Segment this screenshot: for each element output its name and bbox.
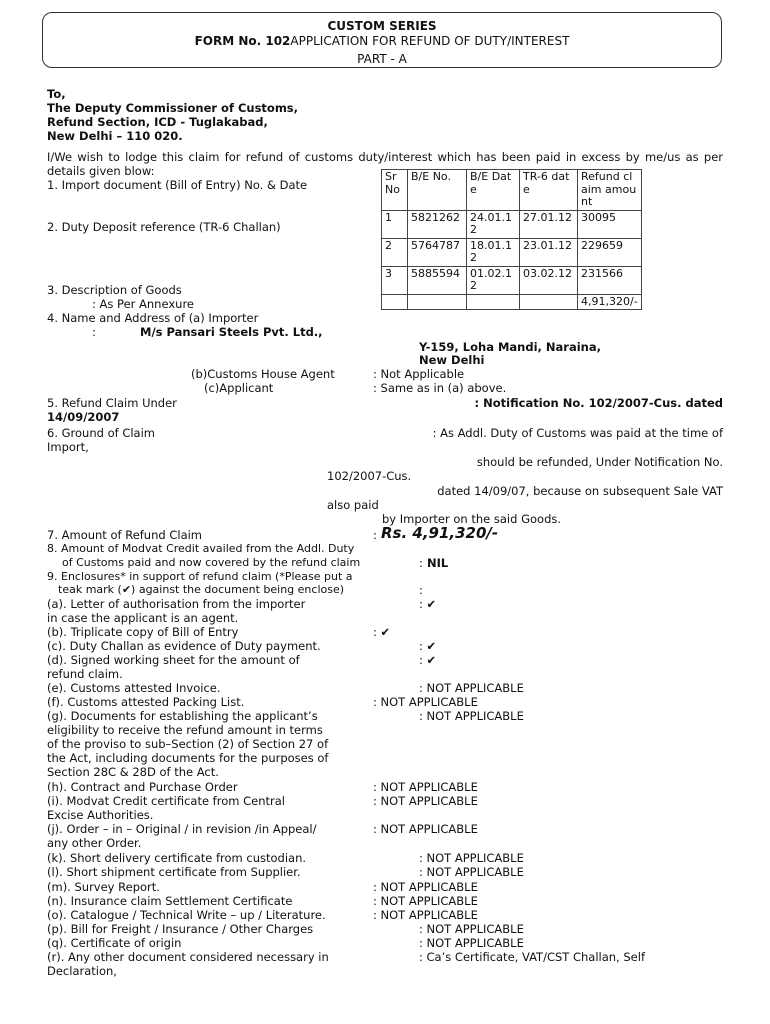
cell-be-no: 5764787 — [408, 238, 467, 266]
col-header-refund-amount: Refund claim amount — [578, 170, 642, 211]
cell-tr6-date: 27.01.12 — [520, 210, 578, 238]
item-4-label: 4. Name and Address of (a) Importer — [47, 311, 259, 325]
item-4c-label: (c)Applicant — [204, 381, 274, 395]
enclosure-i-value: : NOT APPLICABLE — [373, 794, 478, 808]
item-8-colon: : — [419, 556, 423, 570]
item-3-value: : As Per Annexure — [92, 297, 194, 311]
series-title: CUSTOM SERIES — [327, 19, 437, 33]
enclosure-j-line2: any other Order. — [47, 836, 142, 850]
enclosure-h: (h). Contract and Purchase Order — [47, 780, 238, 794]
table-row — [382, 266, 642, 294]
enclosure-j-value: : NOT APPLICABLE — [373, 822, 478, 836]
item-6-value-line1: : As Addl. Duty of Customs was paid at the time of — [432, 426, 723, 440]
item-9-line1: 9. Enclosures* in support of refund claim (*Please put a — [47, 570, 353, 583]
item-8-line2: of Customs paid and now covered by the refund claim — [62, 556, 361, 569]
table-row — [382, 210, 642, 238]
item-1-label: 1. Import document (Bill of Entry) No. & Date — [47, 178, 308, 192]
enclosure-f: (f). Customs attested Packing List. — [47, 695, 245, 709]
to-label: To, — [47, 87, 66, 101]
item-6-value-line2: should be refunded, Under Notification No. — [476, 455, 723, 469]
enclosure-k: (k). Short delivery certificate from custodian. — [47, 851, 307, 865]
refund-claim-amount: Rs. 4,91,320/- — [381, 524, 499, 542]
enclosure-a-check: : ✔ — [419, 597, 437, 611]
item-7-label: 7. Amount of Refund Claim — [47, 528, 203, 542]
cell-empty — [408, 294, 467, 310]
cell-be-no: 5885594 — [408, 266, 467, 294]
cell-amount: 231566 — [578, 266, 642, 294]
enclosure-b: (b). Triplicate copy of Bill of Entry — [47, 625, 239, 639]
item-9-line2: teak mark (✔) against the document being enclose) — [58, 583, 345, 596]
cell-total-amount: 4,91,320/- — [578, 294, 642, 310]
enclosure-e-value: : NOT APPLICABLE — [419, 681, 524, 695]
enclosure-i-line1: (i). Modvat Credit certificate from Central — [47, 794, 285, 808]
form-header — [42, 12, 722, 68]
cell-be-no: 5821262 — [408, 210, 467, 238]
importer-address-line1: Y-159, Loha Mandi, Naraina, — [419, 340, 601, 354]
cell-tr6-date: 03.02.12 — [520, 266, 578, 294]
enclosure-g-line3: of the proviso to sub–Section (2) of Section 27 of — [47, 737, 329, 751]
item-5-value: : Notification No. 102/2007-Cus. dated — [474, 396, 723, 410]
col-header-be-date: B/E Date — [467, 170, 520, 211]
col-header-be-no: B/E No. — [408, 170, 467, 211]
item-6-value-line4: dated 14/09/07, because on subsequent Sale VAT — [437, 484, 723, 498]
enclosure-n: (n). Insurance claim Settlement Certificate — [47, 894, 293, 908]
cell-be-date: 24.01.12 — [467, 210, 520, 238]
item-2-label: 2. Duty Deposit reference (TR-6 Challan) — [47, 220, 281, 234]
table-header-row — [382, 170, 642, 211]
enclosure-f-value: : NOT APPLICABLE — [373, 695, 478, 709]
intro-paragraph: I/We wish to lodge this claim for refund of customs duty/interest which has been paid in excess by me/us as per details given blow: — [47, 150, 723, 178]
enclosure-l: (l). Short shipment certificate from Supplier. — [47, 865, 301, 879]
enclosure-g-line2: eligibility to receive the refund amount in terms — [47, 723, 323, 737]
enclosure-m: (m). Survey Report. — [47, 880, 160, 894]
enclosure-g-line4: the Act, including documents for the purposes of — [47, 751, 329, 765]
table-row — [382, 238, 642, 266]
importer-address-line2: New Delhi — [419, 353, 485, 367]
cell-sr: 2 — [382, 238, 408, 266]
item-7-colon: : — [373, 528, 377, 542]
cell-empty — [520, 294, 578, 310]
item-5-value-cont: 14/09/2007 — [47, 410, 120, 424]
importer-name: M/s Pansari Steels Pvt. Ltd., — [140, 325, 323, 339]
enclosure-o-value: : NOT APPLICABLE — [373, 908, 478, 922]
enclosure-r-line2: Declaration, — [47, 964, 117, 978]
enclosure-o: (o). Catalogue / Technical Write – up / Literature. — [47, 908, 326, 922]
cell-sr: 1 — [382, 210, 408, 238]
item-5-label: 5. Refund Claim Under — [47, 396, 177, 410]
enclosure-q-value: : NOT APPLICABLE — [419, 936, 524, 950]
enclosure-q: (q). Certificate of origin — [47, 936, 182, 950]
enclosure-r-line1: (r). Any other document considered necessary in — [47, 950, 329, 964]
enclosure-c-check: : ✔ — [419, 639, 437, 653]
form-number: FORM No. 102 — [194, 34, 291, 48]
item-9-colon: : — [419, 583, 423, 597]
enclosure-p-value: : NOT APPLICABLE — [419, 922, 524, 936]
item-8-line1: 8. Amount of Modvat Credit availed from the Addl. Duty — [47, 542, 355, 555]
cell-empty — [382, 294, 408, 310]
enclosure-j-line1: (j). Order – in – Original / in revision /in Appeal/ — [47, 822, 317, 836]
addressee-line3: New Delhi – 110 020. — [47, 129, 183, 143]
item-4b-label: (b)Customs House Agent — [191, 367, 335, 381]
enclosure-m-value: : NOT APPLICABLE — [373, 880, 478, 894]
enclosure-c: (c). Duty Challan as evidence of Duty payment. — [47, 639, 321, 653]
cell-sr: 3 — [382, 266, 408, 294]
col-header-tr6-date: TR-6 date — [520, 170, 578, 211]
enclosure-g-line5: Section 28C & 28D of the Act. — [47, 765, 219, 779]
addressee-line2: Refund Section, ICD - Tuglakabad, — [47, 115, 268, 129]
item-6-value-line5: also paid — [327, 498, 379, 512]
enclosure-e: (e). Customs attested Invoice. — [47, 681, 221, 695]
item-4c-value: : Same as in (a) above. — [373, 381, 507, 395]
enclosure-g-value: : NOT APPLICABLE — [419, 709, 524, 723]
cell-empty — [467, 294, 520, 310]
item-8-value: NIL — [427, 556, 449, 570]
item-6-value-line3: 102/2007-Cus. — [327, 469, 412, 483]
item-6-label: 6. Ground of Claim — [47, 426, 155, 440]
cell-amount: 229659 — [578, 238, 642, 266]
enclosure-b-check: : ✔ — [373, 625, 391, 639]
enclosure-d-line2: refund claim. — [47, 667, 123, 681]
item-4-colon: : — [92, 325, 96, 339]
enclosure-l-value: : NOT APPLICABLE — [419, 865, 524, 879]
item-6-label-cont: Import, — [47, 440, 89, 454]
refund-claims-table — [381, 169, 642, 310]
enclosure-n-value: : NOT APPLICABLE — [373, 894, 478, 908]
item-6-value-line6: by Importer on the said Goods. — [382, 512, 562, 526]
addressee-line1: The Deputy Commissioner of Customs, — [47, 101, 299, 115]
cell-amount: 30095 — [578, 210, 642, 238]
cell-be-date: 01.02.12 — [467, 266, 520, 294]
table-total-row — [382, 294, 642, 310]
item-4b-value: : Not Applicable — [373, 367, 465, 381]
enclosure-g-line1: (g). Documents for establishing the applicant’s — [47, 709, 318, 723]
col-header-sr: Sr No — [382, 170, 408, 211]
enclosure-k-value: : NOT APPLICABLE — [419, 851, 524, 865]
enclosure-d-line1: (d). Signed working sheet for the amount of — [47, 653, 300, 667]
form-title: APPLICATION FOR REFUND OF DUTY/INTEREST — [290, 34, 570, 48]
enclosure-a-line1: (a). Letter of authorisation from the importer — [47, 597, 306, 611]
cell-tr6-date: 23.01.12 — [520, 238, 578, 266]
cell-be-date: 18.01.12 — [467, 238, 520, 266]
enclosure-d-check: : ✔ — [419, 653, 437, 667]
enclosure-p: (p). Bill for Freight / Insurance / Other Charges — [47, 922, 314, 936]
enclosure-i-line2: Excise Authorities. — [47, 808, 154, 822]
part-label: PART - A — [357, 52, 407, 66]
item-3-label: 3. Description of Goods — [47, 283, 182, 297]
enclosure-a-line2: in case the applicant is an agent. — [47, 611, 239, 625]
enclosure-r-value: : Ca’s Certificate, VAT/CST Challan, Self — [419, 950, 645, 964]
form-title-line — [43, 34, 721, 48]
enclosure-h-value: : NOT APPLICABLE — [373, 780, 478, 794]
